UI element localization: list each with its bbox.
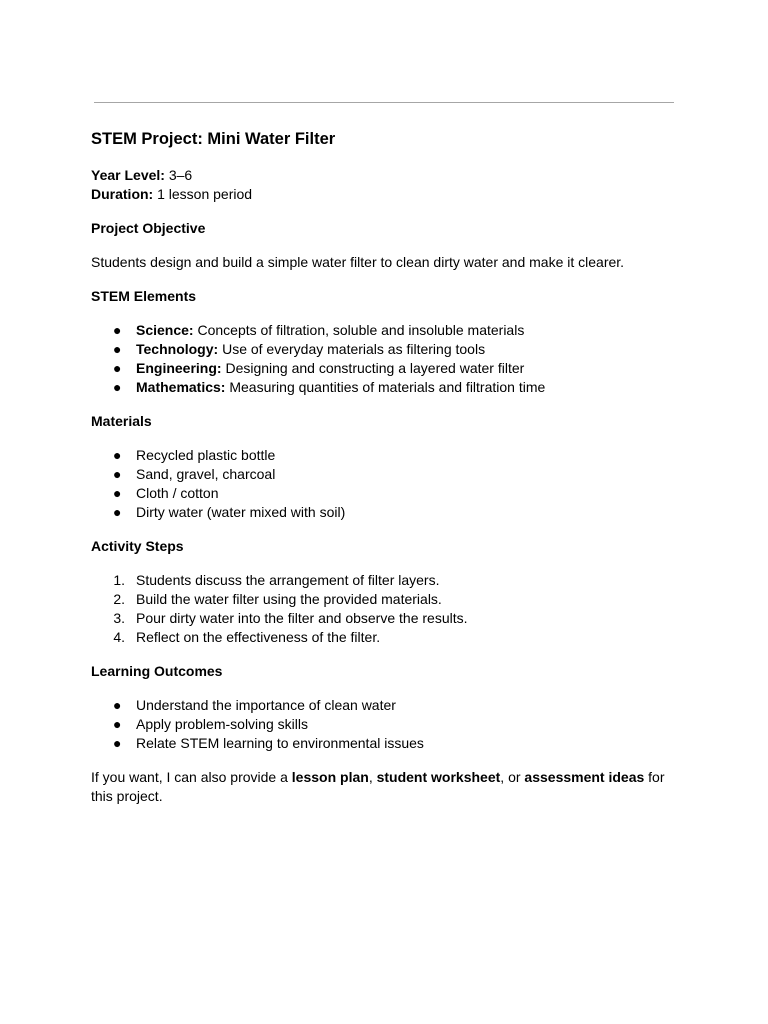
duration-label: Duration: xyxy=(91,186,154,202)
objective-text: Students design and build a simple water filter to clean dirty water and make it clearer. xyxy=(91,254,625,270)
list-item xyxy=(91,571,671,590)
list-item xyxy=(91,465,671,484)
activity-steps-heading: Activity Steps xyxy=(91,538,184,554)
stem-item-text: Concepts of filtration, soluble and insoluble materials xyxy=(197,322,525,338)
step-text: Pour dirty water into the filter and observe the results. xyxy=(136,610,468,626)
step-number: 4. xyxy=(113,629,125,645)
list-item xyxy=(91,378,671,397)
list-item xyxy=(91,359,671,378)
stem-item-text: Use of everyday materials as filtering tools xyxy=(222,341,486,357)
stem-item-label: Engineering: xyxy=(136,360,222,376)
step-text: Build the water filter using the provided materials. xyxy=(136,591,442,607)
material-item-text: Dirty water (water mixed with soil) xyxy=(136,504,346,520)
list-item xyxy=(91,484,671,503)
bullet-icon: ● xyxy=(113,735,122,751)
activity-steps-list xyxy=(91,571,671,647)
list-item xyxy=(91,321,671,340)
year-level-line xyxy=(91,166,671,185)
closing-text: , or xyxy=(500,769,525,785)
closing-text: , xyxy=(368,769,377,785)
closing-student-worksheet: student worksheet xyxy=(376,769,501,785)
closing-paragraph xyxy=(91,768,671,806)
learning-outcomes-heading: Learning Outcomes xyxy=(91,663,223,679)
step-number: 2. xyxy=(113,591,125,607)
step-text: Students discuss the arrangement of filter layers. xyxy=(136,572,440,588)
year-level-label: Year Level: xyxy=(91,167,165,183)
material-item-text: Recycled plastic bottle xyxy=(136,447,276,463)
stem-item-text: Designing and constructing a layered water filter xyxy=(225,360,525,376)
outcome-item-text: Relate STEM learning to environmental issues xyxy=(136,735,424,751)
document-body xyxy=(91,128,671,806)
outcome-item-text: Understand the importance of clean water xyxy=(136,697,396,713)
material-item-text: Cloth / cotton xyxy=(136,485,219,501)
horizontal-rule xyxy=(94,102,674,103)
bullet-icon: ● xyxy=(113,504,122,520)
stem-item-label: Science: xyxy=(136,322,194,338)
stem-item-label: Mathematics: xyxy=(136,379,226,395)
stem-item-label: Technology: xyxy=(136,341,219,357)
bullet-icon: ● xyxy=(113,485,122,501)
material-item-text: Sand, gravel, charcoal xyxy=(136,466,276,482)
learning-outcomes-list xyxy=(91,696,671,753)
outcome-item-text: Apply problem-solving skills xyxy=(136,716,308,732)
list-item xyxy=(91,628,671,647)
bullet-icon: ● xyxy=(113,697,122,713)
list-item xyxy=(91,590,671,609)
step-number: 3. xyxy=(113,610,125,626)
materials-heading: Materials xyxy=(91,413,152,429)
bullet-icon: ● xyxy=(113,322,122,338)
list-item xyxy=(91,696,671,715)
objective-heading: Project Objective xyxy=(91,220,206,236)
stem-item-text: Measuring quantities of materials and filtration time xyxy=(229,379,546,395)
bullet-icon: ● xyxy=(113,360,122,376)
closing-lesson-plan: lesson plan xyxy=(291,769,369,785)
materials-list xyxy=(91,446,671,522)
bullet-icon: ● xyxy=(113,447,122,463)
list-item xyxy=(91,715,671,734)
list-item xyxy=(91,609,671,628)
step-number: 1. xyxy=(113,572,125,588)
stem-elements-heading: STEM Elements xyxy=(91,288,197,304)
closing-text: for this project. xyxy=(91,769,665,804)
duration-value: 1 lesson period xyxy=(157,186,253,202)
duration-line xyxy=(91,185,671,204)
bullet-icon: ● xyxy=(113,716,122,732)
stem-elements-list xyxy=(91,321,671,397)
step-text: Reflect on the effectiveness of the filter. xyxy=(136,629,381,645)
year-level-value: 3–6 xyxy=(168,167,193,183)
list-item xyxy=(91,446,671,465)
document-title: STEM Project: Mini Water Filter xyxy=(91,130,336,148)
bullet-icon: ● xyxy=(113,466,122,482)
list-item xyxy=(91,734,671,753)
bullet-icon: ● xyxy=(113,341,122,357)
closing-text: If you want, I can also provide a xyxy=(91,769,292,785)
list-item xyxy=(91,340,671,359)
closing-assessment-ideas: assessment ideas xyxy=(524,769,645,785)
bullet-icon: ● xyxy=(113,379,122,395)
list-item xyxy=(91,503,671,522)
